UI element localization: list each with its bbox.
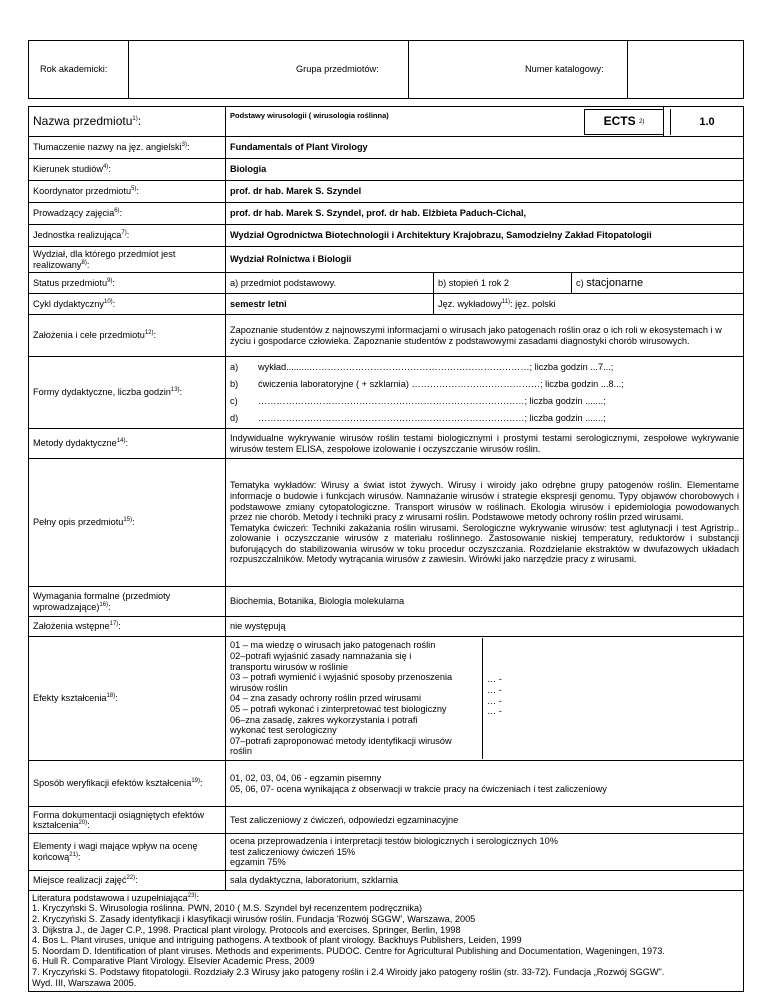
wydz-value: Wydział Rolnictwa i Biologii [226, 247, 744, 273]
opis-value [226, 459, 744, 587]
efekty-line: 01 – ma wiedzę o wirusach jako patogenach roślin [230, 640, 436, 651]
header-divider-1 [128, 40, 129, 99]
efekty-right-line: … - [487, 674, 502, 685]
nazwa-value: Podstawy wirusologii ( wirusologia roślinna) ECTS 2) [226, 107, 664, 137]
elem-line: ocena przeprowadzenia i interpretacji testów biologicznych i serologicznych 10% [230, 836, 558, 847]
forma-label: Forma dokumentacji osiągniętych efektów kształcenia$^{20)}$: [29, 807, 226, 834]
efekty-line: roślin [230, 746, 252, 757]
grupa-label: Grupa przedmiotów: [296, 64, 379, 74]
opis-cwiczenia: Tematyka ćwiczeń: Techniki zakażania roślin wirusami. Serologiczne wykrywanie wirusów: test aglutynacji i test Agristrip.. zolowanie i oczyszczanie wirusów z materiału roślinnego. Zastosowanie niskiej temperatury, reduktorów i substancji buforujących do stabilizowania wirusów w toku procedur oczyszczania. Rozdzielanie ekstraktów w dwufazowych układach rozpuszczalników. Metody wytrącania wirusów z zawiesin. Wirówki jako narzędzie pracy z wirusami. [230, 522, 739, 565]
literatura-item: 1. Kryczyński S. Wirusologia roślinna. PWN, 2010 ( M.S. Szyndel był recenzentem podręcznika) [32, 903, 423, 914]
efekty-line: 02–potrafi wyjaśnić zasady namnażania się i [230, 651, 412, 662]
miejsce-label: Miejsce realizacji zajęć$^{22)}$: [29, 870, 226, 890]
literatura-title: Literatura podstawowa i uzupełniająca$^{23)}$: [32, 892, 200, 903]
formy-item: a) wykład.........………………………………………………………………; liczba godzin ...7...; [230, 361, 614, 372]
header-divider-2 [408, 40, 409, 99]
elem-line: test zaliczeniowy ćwiczeń 15% [230, 846, 356, 857]
formy-item: b) ćwiczenia laboratoryjne ( + szklarnia) ……………………………………; liczba godzin ...8...; [230, 378, 624, 389]
literatura-item: Wyd. III, Warszawa 2005. [32, 977, 137, 988]
koord-value: prof. dr hab. Marek S. Szyndel [226, 181, 744, 203]
course-form [28, 106, 744, 992]
sposob-line: 05, 06, 07- ocena wynikająca z obserwacji w trakcie pracy na ćwiczeniach i test zaliczeniowy [230, 783, 607, 794]
metody-value: Indywidualne wykrywanie wirusów roślin testami biologicznymi i prostymi testami serologicznymi, zespołowe wykrywanie wirusów testem ELISA, zespołowe izolowanie i oczyszczanie wirusów roślin. [226, 429, 744, 459]
status-b: b) stopień 1 rok 2 [434, 273, 572, 293]
tlum-value: Fundamentals of Plant Virology [226, 137, 744, 159]
efekty-right [483, 638, 502, 758]
efekty-line: 05 – potrafi wykonać i zinterpretować test biologiczny [230, 703, 447, 714]
sposob-value [226, 761, 744, 807]
efekty-list [226, 638, 483, 758]
numer-label: Numer katalogowy: [525, 64, 604, 74]
nazwa-label: Nazwa przedmiotu$^{1)}$: [29, 107, 226, 137]
wym-label: Wymagania formalne (przedmioty wprowadzające)$^{16)}$: [29, 587, 226, 617]
zalw-value: nie występują [226, 617, 744, 637]
efekty-right-line: … - [487, 706, 502, 717]
sposob-label: Sposób weryfikacji efektów kształcenia$^{19)}$: [29, 761, 226, 807]
koord-label: Koordynator przedmiotu$^{5)}$: [29, 181, 226, 203]
literatura-item: 3. Dijkstra J., de Jager C.P., 1998. Practical plant virology. Protocols and exercises. Springer, Berlin, 1998 [32, 924, 461, 935]
formy-label: Formy dydaktyczne, liczba godzin$^{13)}$: [29, 357, 226, 429]
elem-label: Elementy i wagi mające wpływ na ocenę końcową$^{21)}$: [29, 834, 226, 871]
efekty-label: Efekty kształcenia$^{18)}$: [29, 637, 226, 761]
status-a: a) przedmiot podstawowy. [226, 273, 434, 293]
kier-value: Biologia [226, 159, 744, 181]
wydz-label: Wydział, dla którego przedmiot jest realizowany$^{8)}$: [29, 247, 226, 273]
cykl-value: semestr letni [226, 294, 434, 314]
efekty-line: 07–potrafi zaproponować metody identyfikacji wirusów [230, 735, 452, 746]
formy-item: d) ……………………………………………………………………………; liczba godzin .......; [230, 412, 606, 423]
efekty-cells [226, 637, 744, 761]
sposob-line: 01, 02, 03, 04, 06 - egzamin pisemny [230, 773, 382, 784]
literatura-item: 2. Kryczyński S. Zasady identyfikacji i klasyfikacji wirusów roślin. Fundacja 'Rozwój SGGW', Warszawa, 2005 [32, 914, 476, 925]
literatura-item: 6. Hull R. Comparative Plant Virology. Elsevier Academic Press, 2009 [32, 956, 315, 967]
efekty-line: wykonać test serologiczny [230, 725, 337, 736]
cykl-cells [226, 294, 744, 315]
literatura-item: 4. Bos L. Plant viruses, unique and intriguing pathogens. A textbook of plant virology. Backhuys Publishers, Leiden, 1999 [32, 935, 522, 946]
formy-list [226, 357, 744, 429]
header-bar [28, 40, 744, 99]
header-divider-3 [627, 40, 628, 99]
prow-label: Prowadzący zajęcia$^{6)}$: [29, 203, 226, 225]
metody-label: Metody dydaktyczne$^{14)}$: [29, 429, 226, 459]
literatura-item: 5. Noordam D. Identification of plant viruses. Methods and experiments. PUDOC. Centre for Agricultural Publishing and Documentation, Wageningen, 1973. [32, 945, 665, 956]
jezyk-value: Jęz. wykładowy$^{11)}$: jęz. polski [438, 298, 556, 309]
kier-label: Kierunek studiów$^{4)}$: [29, 159, 226, 181]
zal-label: Założenia i cele przedmiotu$^{12)}$: [29, 315, 226, 357]
jedn-value: Wydział Ogrodnictwa Biotechnologii i Architektury Krajobrazu, Samodzielny Zakład Fitopatologii [226, 225, 744, 247]
literatura-item: 7. Kryczyński S. Podstawy fitopatologii. Rozdziały 2.3 Wirusy jako patogeny roślin i 2.4 Wiroidy jako patogeny roślin (str. 33-72). Fundacja „Rozwój SGGW". [32, 966, 665, 977]
ects-value: 1.0 [664, 107, 744, 137]
cykl-label: Cykl dydaktyczny$^{10)}$: [29, 294, 226, 315]
zal-value: Zapoznanie studentów z najnowszymi informacjami o wirusach jako patogenach roślin oraz o ich roli w ekosystemach i w życiu i gospodarce człowieka. Zapoznanie studentów z podstawowymi zasadami diagnostyki chorób wirusowych. [226, 315, 744, 357]
forma-value: Test zaliczeniowy z ćwiczeń, odpowiedzi egzaminacyjne [226, 807, 744, 834]
formy-item: c) ……………………………………………………………………………; liczba godzin .......; [230, 395, 606, 406]
efekty-line: 03 – potrafi wymienić i wyjaśnić sposoby przenoszenia [230, 672, 453, 683]
ects-box: ECTS 2) [584, 109, 664, 135]
status-label: Status przedmiotu$^{9)}$: [29, 273, 226, 294]
wym-value: Biochemia, Botanika, Biologia molekularna [226, 587, 744, 617]
elem-line: egzamin 75% [230, 857, 286, 868]
tlum-label: Tłumaczenie nazwy na jęz. angielski$^{3)}$: [29, 137, 226, 159]
opis-wyklady: Tematyka wykładów: Wirusy a świat istot żywych. Wirusy i wiroidy jako odrębne grupy patogenów roślin. Elementarne informacje o budowie i funkcjach wirusów. Namnażanie wirusów i strategie ekspresji genomu. Typy objawów chorobowych i podstawowe zmiany cytopatologiczne. Transport wirusów w roślinach. Ekologia wirusów i epidemiologia powodowanych przez nie chorób. Metody i techniki pracy z wirusami roślin. Podstawowe metody ochrony roślin przed wirusami. [230, 480, 739, 523]
efekty-line: transportu wirusów w roślinie [230, 661, 348, 672]
efekty-line: 04 – zna zasady ochrony roślin przed wirusami [230, 693, 421, 704]
elem-value [226, 834, 744, 871]
efekty-line: 06–zna zasadę, zakres wykorzystania i potrafi [230, 714, 418, 725]
jedn-label: Jednostka realizująca$^{7)}$: [29, 225, 226, 247]
miejsce-value: sala dydaktyczna, laboratorium, szklarnia [226, 870, 744, 890]
status-cells [226, 273, 744, 294]
efekty-right-line: … - [487, 695, 502, 706]
efekty-right-line: … - [487, 685, 502, 696]
efekty-line: wirusów roślin [230, 682, 288, 693]
zalw-label: Założenia wstępne$^{17)}$: [29, 617, 226, 637]
prow-value: prof. dr hab. Marek S. Szyndel, prof. dr hab. Elżbieta Paduch-Cichal, [226, 203, 744, 225]
literatura-section [29, 890, 744, 991]
opis-label: Pełny opis przedmiotu$^{15)}$: [29, 459, 226, 587]
rok-label: Rok akademicki: [40, 64, 108, 74]
status-c: c) stacjonarne [576, 276, 644, 289]
